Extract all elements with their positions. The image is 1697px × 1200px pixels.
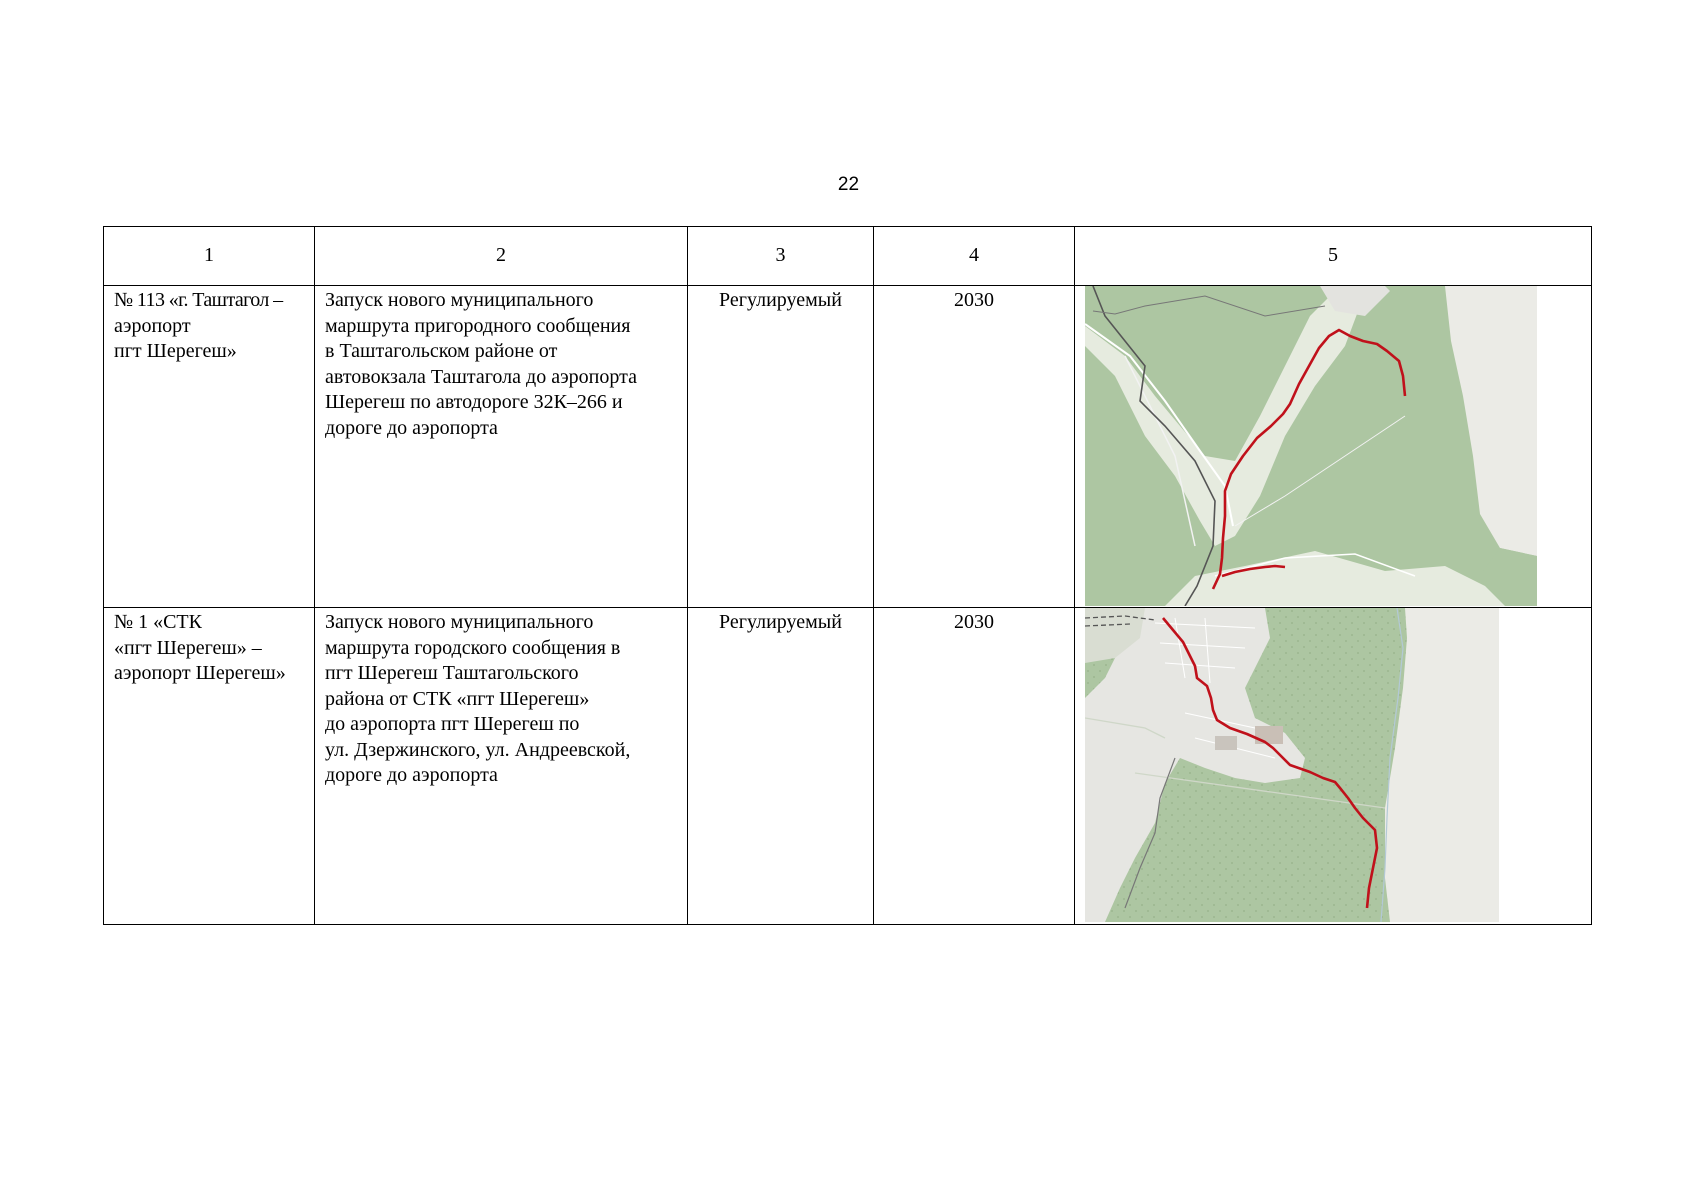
header-col-4: 4: [874, 227, 1075, 286]
header-col-3: 3: [688, 227, 874, 286]
description-line: дороге до аэропорта: [325, 764, 498, 786]
description-line: маршрута городского сообщения в: [325, 636, 621, 659]
header-col-2: 2: [315, 227, 688, 286]
description-line: пгт Шерегеш Таштагольского: [325, 662, 579, 684]
description-line: дороге до аэропорта: [325, 416, 498, 439]
description-line: маршрута пригородного сообщения: [325, 314, 631, 337]
description-line: автовокзала Таштагола до аэропорта: [325, 365, 637, 388]
description-line: Запуск нового муниципального: [325, 289, 594, 311]
route-map-cell: [1075, 608, 1592, 925]
description-line: района от СТК «пгт Шерегеш»: [325, 687, 590, 710]
route-name-line: «пгт Шерегеш» –: [114, 636, 262, 659]
page-number: 22: [837, 174, 860, 195]
route-name-line: № 1 «СТК: [114, 611, 202, 633]
description-line: Запуск нового муниципального: [325, 611, 594, 633]
route-type-cell: Регулируемый: [688, 286, 874, 608]
route-description-cell: [315, 286, 688, 608]
route-type-cell: Регулируемый: [688, 608, 874, 925]
description-line: ул. Дзержинского, ул. Андреевской,: [325, 738, 631, 761]
route-map-cell: [1075, 286, 1592, 608]
table-row: [104, 608, 1592, 925]
route-year-cell: 2030: [874, 286, 1075, 608]
description-line: до аэропорта пгт Шерегеш по: [325, 713, 580, 735]
header-col-1: 1: [104, 227, 315, 286]
route-description-cell: [315, 608, 688, 925]
route-map-1: [1085, 608, 1499, 922]
route-year-cell: 2030: [874, 608, 1075, 925]
description-line: в Таштагольском районе от: [325, 340, 558, 362]
route-name-line: аэропорт Шерегеш»: [114, 662, 286, 684]
routes-table: [103, 226, 1592, 925]
route-name-line: пгт Шерегеш»: [114, 340, 237, 362]
header-row: [104, 227, 1592, 286]
route-name-line: аэропорт: [114, 314, 191, 337]
route-name-line: № 113 «г. Таштагол –: [114, 289, 283, 311]
route-name-cell: [104, 286, 315, 608]
description-line: Шерегеш по автодороге 32К–266 и: [325, 391, 623, 413]
header-col-5: 5: [1075, 227, 1592, 286]
route-map-113: [1085, 286, 1537, 606]
table-row: [104, 286, 1592, 608]
route-name-cell: [104, 608, 315, 925]
